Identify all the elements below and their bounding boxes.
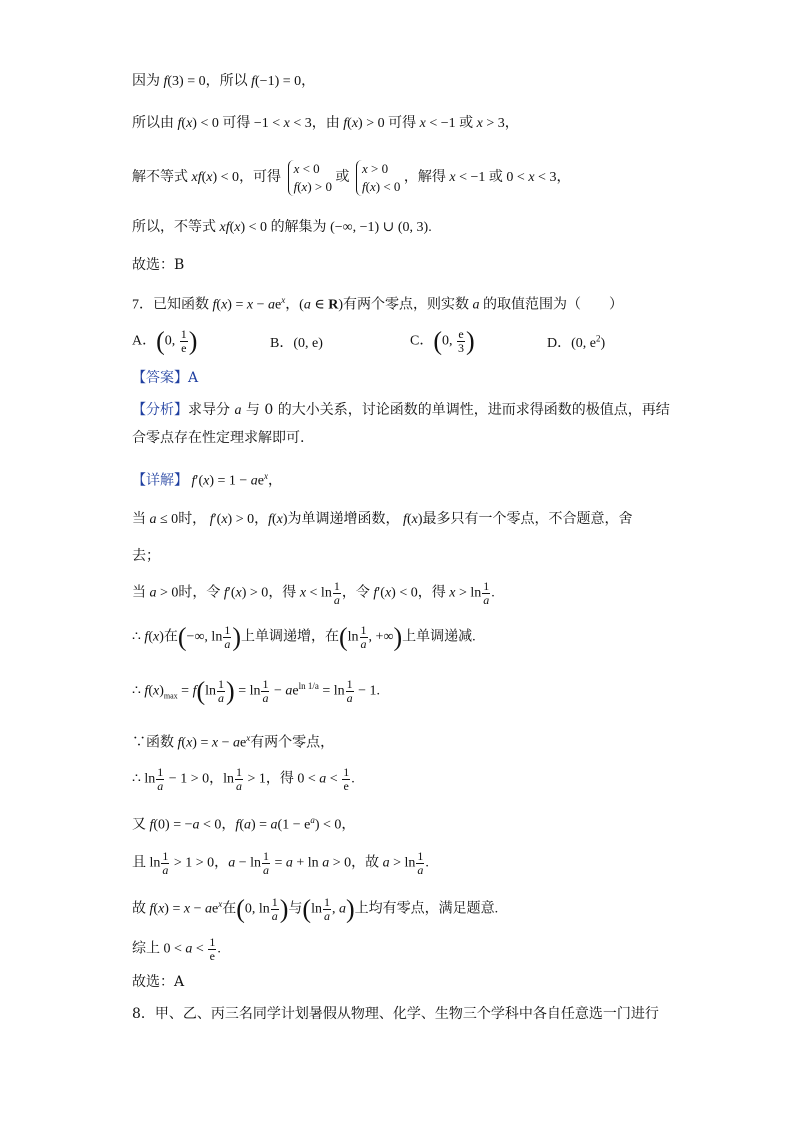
analysis-line: 合零点存在性定理求解即可. — [132, 430, 305, 446]
detail-line: 当 a > 0时，令 f′(x) > 0，得 x < ln $\frac{1}{a}$ ，令 f′(x) < 0，得 x > ln $\frac{1}{a}$ . — [132, 579, 495, 607]
detail-line: 且 ln $\frac{1}{a}$ > 1 > 0，a − ln $\frac{1}{a}$ = a + ln a > 0，故 a > ln $\frac{1}{a}$ . — [132, 849, 429, 877]
analysis-line: 【分析】求导分 a 与 0 的大小关系，讨论函数的单调性，进而求得函数的极值点，再结 — [132, 402, 670, 418]
detail-line: ∴ ln $\frac{1}{a}$ − 1 > 0，ln $\frac{1}{a}$ > 1，得 0 < a < $\frac{1}{e}$ . — [132, 765, 355, 793]
answer-choice: 故选：B — [132, 257, 185, 273]
solution-line: 因为 f(3) = 0，所以 f(−1) = 0， — [132, 74, 316, 89]
solution-line: 解不等式 xf(x) < 0，可得 x < 0 f(x) > 0 或 x > 0 f(x) < 0 ，解得 x < −1 或 0 < x < 3， — [132, 161, 571, 194]
answer-label: 【答案】A — [132, 370, 199, 386]
detail-line: ∵函数 $f(x) = x - ae^x$有两个零点， — [132, 733, 335, 751]
detail-line: 故 $f(x) = x - ae^x$在(0, ln $\frac{1}{a}$ )与(ln $\frac{1}{a}$ , a)上均有零点，满足题意. — [132, 894, 499, 924]
inequality-system: x < 0 f(x) > 0 — [288, 160, 332, 196]
option-d: D．(0, $e^2$) — [547, 333, 606, 351]
detail-line: 去； — [132, 548, 160, 564]
inequality-system: x > 0 f(x) < 0 — [356, 160, 400, 196]
solution-line: 所以由 f(x) < 0 可得 −1 < x < 3，由 f(x) > 0 可得 x < −1 或 x > 3， — [132, 116, 519, 131]
question-8: 8．甲、乙、丙三名同学计划暑假从物理、化学、生物三个学科中各自任意选一门进行 — [132, 1006, 659, 1022]
option-a: A．(0, $\frac{1}{e}$ ) — [132, 326, 198, 356]
detail-line: 又 f(0) = −a < 0，$f(a) = a(1 - e^a) < 0$， — [132, 815, 356, 833]
detail-line: ∴ f(x)在(−∞, ln $\frac{1}{a}$ )上单调递增，在(ln $\frac{1}{a}$ , +∞)上单调递减. — [132, 622, 476, 652]
option-c: C．(0, $\frac{e}{3}$ ) — [410, 326, 475, 356]
detail-line: ∴ $f(x)_{max} = f(\ln$ $\frac{1}{a}$ ) = ln $\frac{1}{a}$ − $ae^{ln 1/a} = \ln$ $\frac{1}{a}$ − 1. — [132, 676, 381, 706]
detail-line: 当 a ≤ 0时， f′(x) > 0，f(x)为单调递增函数， f(x)最多只有一个零点，不合题意，舍 — [132, 512, 633, 527]
detail-line: 【详解】 $f'(x) = 1 - ae^x$， — [132, 471, 283, 489]
detail-line: 综上 0 < a < $\frac{1}{e}$ . — [132, 935, 221, 963]
option-b: B．(0, e) — [270, 336, 323, 351]
solution-line: 所以，不等式 xf(x) < 0 的解集为 (−∞, −1) ∪ (0, 3). — [132, 220, 432, 235]
answer-choice: 故选：A — [132, 974, 185, 990]
question-7: 7．已知函数 $f(x) = x - ae^x$，(a ∈ R)有两个零点，则实数 a 的取值范围为（ ） — [132, 295, 624, 313]
